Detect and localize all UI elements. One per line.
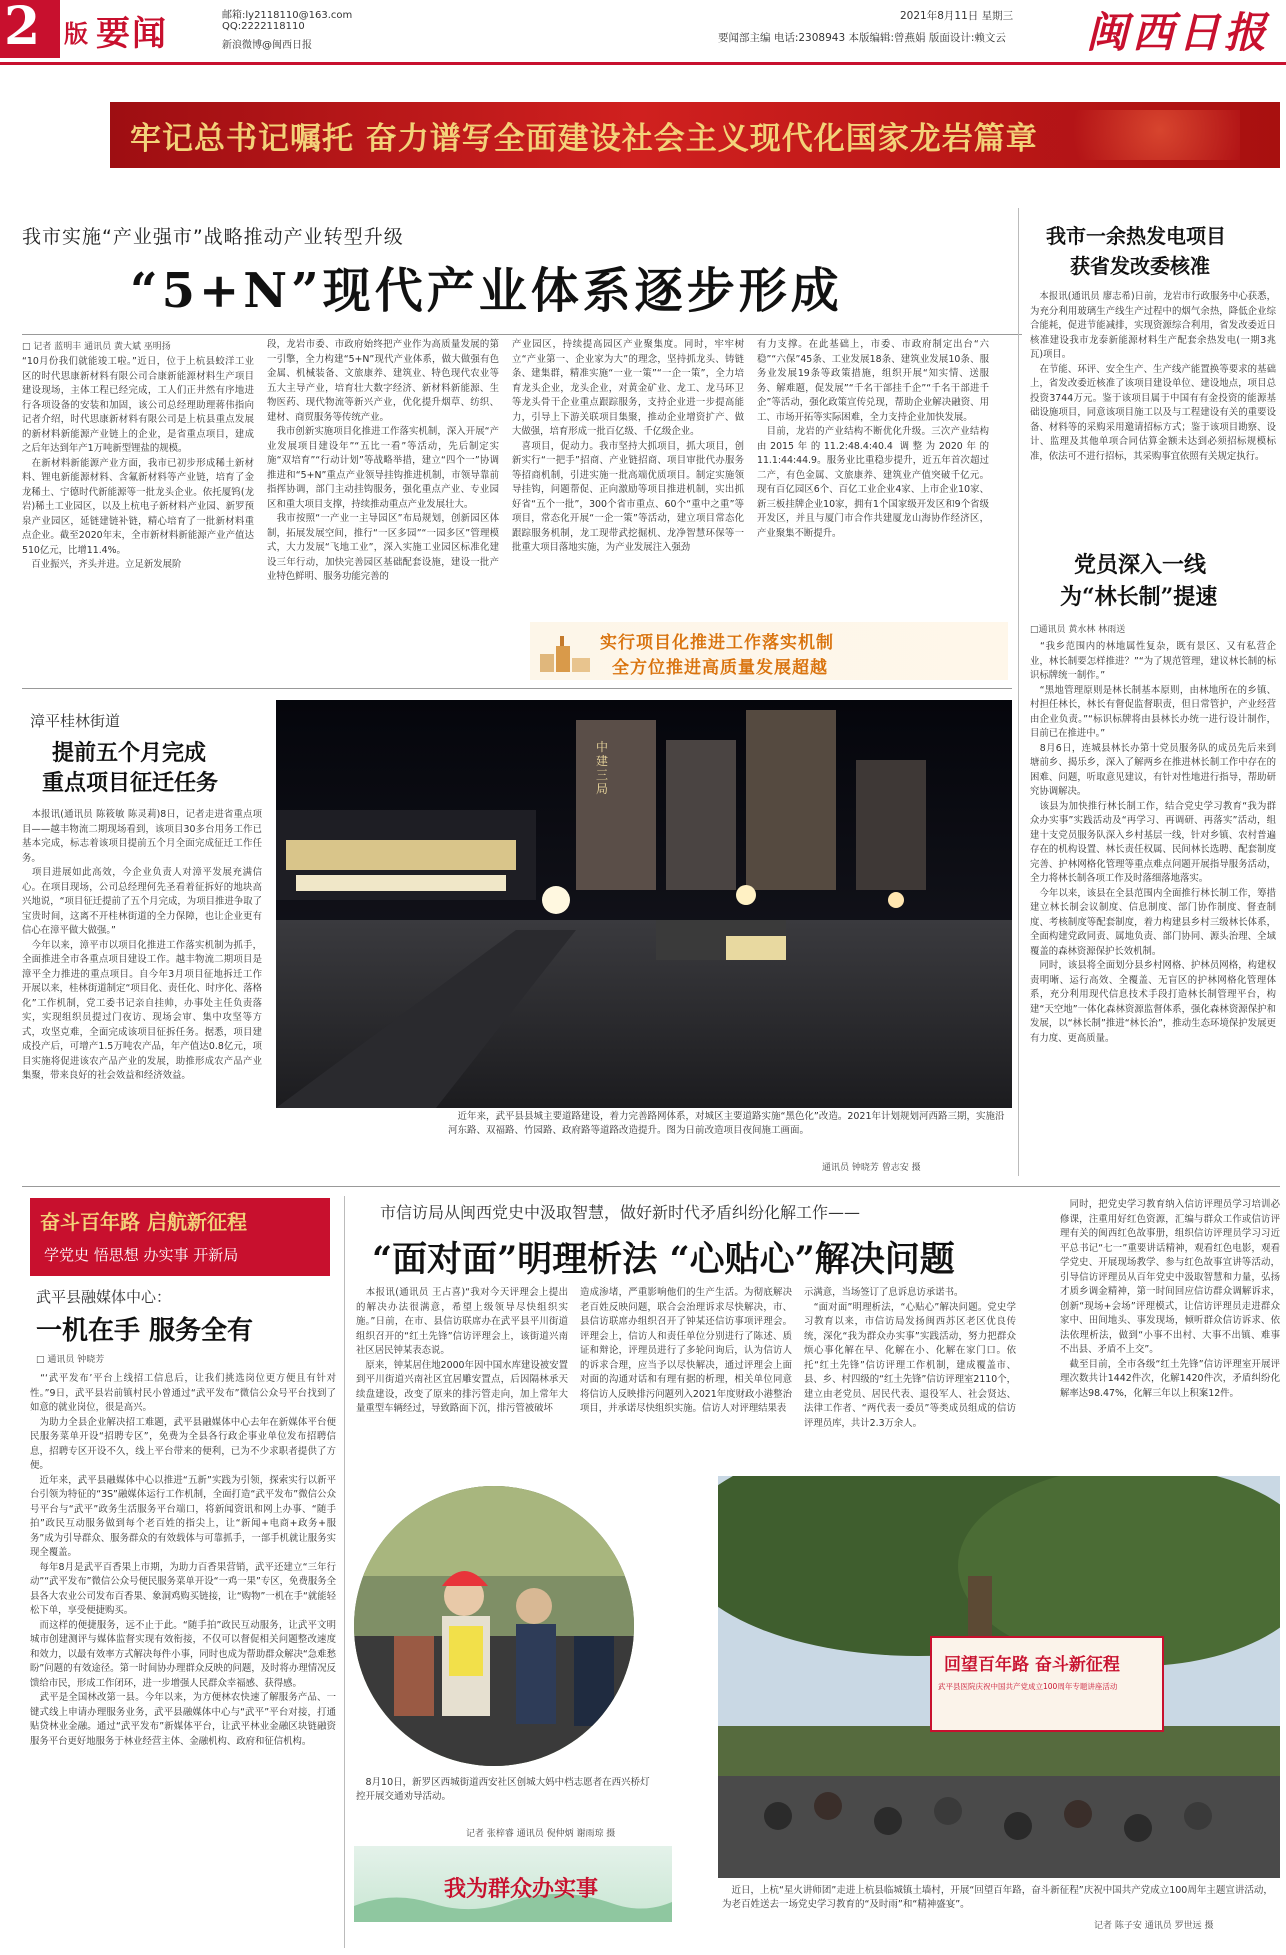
round-photo-credit: 记者 张梓睿 通讯员 倪仲炳 谢雨琼 摄 bbox=[466, 1829, 616, 1839]
wp-kicker: 武平县融媒体中心： bbox=[36, 1288, 172, 1306]
lead-tag-line-2: 全方位推进高质量发展超越 bbox=[612, 658, 828, 678]
right-top-headline-1: 我市一余热发电项目 bbox=[1046, 224, 1226, 248]
column-logo-slogan: 学党史 悟思想 办实事 开新局 bbox=[44, 1246, 239, 1264]
night-photo-caption: 近年来，武平县县城主要道路建设，着力完善路网体系，对城区主要道路实施“黑色化”改造。2021年计划规划河西路三期，实施沿河东路、双福路、竹园路、政府路等道路改造提升。图为日前改造项目夜间施工画面。 bbox=[448, 1111, 1005, 1136]
page-number: 2 bbox=[4, 0, 41, 57]
zp-body: 本报讯(通讯员 陈筱敏 陈灵莉)8日，记者走进省重点项目——越丰物流二期现场看到，该项目30多台用务工作已基本完成，标志着该项目提前五个月全面完成征迁工作任务。 项目进展如此高效，今企业负责人对漳平发展充满信心。在项目现场，公司总经理何先圣看着征拆好的地块高兴地说，“项目征迁提前了五个月完成，为项目推进争取了宝贵时间，这离不开桂林街道的全力保障，也让企业更有信心在漳平做大做强。” 今年以来，漳平市以项目化推进工作落实机制为抓手，全面推进全市各重点项目建设工作。越丰物流二期项目是漳平全力推进的重点项目。自今年3月项目征地拆迁工作开展以来，桂林街道制定“项目化、责任化、时序化、落格化”工作机制，党工委书记亲自挂帅，办事处主任负责落实，实现组织员提过门夜访、现场会审、集中攻坚等方式，攻坚克难，全面完成该项目征拆任务。据悉，项目建成投产后，可增产1.5万吨农产品，年产值达0.8亿元，项目实施将促进该农产品产业的发展，助推形成农产品产业集聚，带来良好的社会效益和经济效益。 bbox=[22, 809, 262, 1081]
column-logo-title: 奋斗百年路 启航新征程 bbox=[40, 1210, 247, 1234]
lead-tag-line-1: 实行项目化推进工作落实机制 bbox=[600, 633, 834, 653]
factory-illustration bbox=[536, 634, 596, 674]
contact-email: 邮箱:ly2118110@163.com bbox=[222, 10, 353, 21]
right-column-divider bbox=[1018, 208, 1019, 1176]
right-top-body: 本报讯(通讯员 廖志希)日前，龙岩市行政服务中心获悉，为充分利用玻璃生产线生产过程中的烟气余热，降低企业综合能耗，促进节能减排，实现资源综合利用，省发改委近日核准建设我市龙泰新能源材料生产配套余热发电(一期3兆瓦)项目。 在节能、环评、安全生产、生产线产能置换等要求的基础上，省发改委近核准了该项目建设单位、建设地点，项目总投资3744万元。鉴于该项目属于中国有有金投资的能源基础设施项目，同意该项目施工以及与工程建设有关的重要设备、材料等的采购采用邀请招标方式；鉴于该项目勘察、设计、监理及其他单项合同估算金额未达到必须招标规模标准，依法可不进行招标，其采购事宜依照有关规定执行。 bbox=[1030, 291, 1276, 462]
right-mid-headline-2: 为“林长制”提速 bbox=[1060, 584, 1218, 610]
xf-column-1: 本报讯(通讯员 王占喜)“我对今天评理会上提出的解决办法很满意，希望上级领导尽快组织实施。”日前，在市、县信访联席办在武平县平川街道组织召开的“红土先锋”信访评理会上，该街道兴南社区居民钟某表态说。 原来，钟某居住地2000年因中国水库建设被安置到平川街道兴南社区宜居雕安置点，后因隔林承天续盘建设，改变了原来的排污管走向，加上常年大量重型车辆经过，导致路面下沉，排污管被破坏 bbox=[356, 1287, 568, 1414]
lead-column-3: 产业园区，持续提高园区产业聚集度。同时，牢牢树立“产业第一、企业家为大”的理念，坚持抓龙头、铸链条、建集群，精准实施“一业一策”“一企一策”，全力培育龙头企业，龙头企业，对黄金矿业、龙工、龙马环卫等龙头骨干企业重点跟踪服务，支持企业进一步提高能力，引导上下游关联项目集聚，推动企业增资扩产、做大做强，培育形成一批百亿级、千亿级企业。 喜项目，促动力。我市坚持大抓项目，抓大项目，创新实行“一把手”招商、产业链招商、项目审批代办服务等招商机制，引进实施一批高端优质项目。制定实施领导挂钩，问题帮促、正向激励等项目推进机制，实出抓好省“五个一批”，300个省市重点、60个“重中之重”等项目，常态化开展“一企一策”等活动，建立项目常态化跟踪服务机制，龙工现带武挖掘机、龙净智慧环保等一批重大项目落地实施，为产业发展注入强劲 bbox=[512, 339, 744, 553]
contact-weibo: 新浪微博@闽西日报 bbox=[222, 40, 312, 51]
event-photo-credit: 记者 陈子安 通讯员 罗世远 摄 bbox=[1094, 1921, 1214, 1931]
banner-flag-deco bbox=[1040, 110, 1240, 160]
small-banner-text: 我为群众办实事 bbox=[444, 1877, 599, 1902]
right-mid-headline-1: 党员深入一线 bbox=[1074, 552, 1207, 578]
night-photo-sign: 中建三局 bbox=[596, 740, 609, 796]
page-unit: 版 bbox=[64, 20, 88, 48]
right-mid-byline: □通讯员 黄水林 林雨送 bbox=[1030, 625, 1126, 635]
lead-column-1: “10月份我们就能竣工啦。”近日，位于上杭县蛟洋工业区的时代思康新材料有限公司合康新能源材料生产项目建设现场，主体工程已经完成，工人们正井然有序地进行各项设备的安装和加固，该公司总经理助理蒋伟指向记者介绍，时代思康新材料有限公司是上杭县重点发展的新材料新能源产业链上的企业，是省重点项目，建成之后年达到年产1万吨新型锂盐的规模。 在新材料新能源产业方面，我市已初步形成稀土新材料、锂电新能源材料、含氟新材料等产业链，培育了金龙稀土、宁德时代新能源等一批龙头企业。依托厦钨(龙岩)稀土工业园区，以及上杭电子新材料产业园、新罗预泉产业园区，延链建链补链，精心培育了一批新材料重点企业。截至2020年末，全市新材料新能源产业产值达510亿元，比增11.4%。 百业振兴，齐头并进。立足新发展阶 bbox=[22, 356, 254, 570]
zp-headline-2: 重点项目征迁任务 bbox=[42, 770, 219, 796]
lead-kicker: 我市实施“产业强市”战略推动产业转型升级 bbox=[22, 226, 404, 248]
volunteer-round-photo bbox=[354, 1486, 634, 1766]
night-road-photo bbox=[276, 700, 1012, 1108]
lead-column-4: 有力支撑。在此基础上，市委、市政府制定出台“六稳”“六保”45条、工业发展18条、建筑业发展10条、服务业发展19条等政策措施，组织开展“知实情、送服务、解难题，促发展”“千名干部挂千企”“千名干部进千企”等活动，强化政策宣传兑现，帮助企业解决融资、用工、市场开拓等实际困难，全力支持企业加快发展。 目前，龙岩的产业结构不断优化升级。三次产业结构由2015年的11.2:48.4:40.4 调整为2020年的11.1:44:44.9。服务业比重稳步提升，近五年首次超过二产，有色金属、文旅康养、建筑业产值突破千亿元。现有百亿园区6个、百亿工业企业4家、上市企业10家、新三板挂牌企业10家，拥有1个国家级开发区和9个省级开发区，并且与厦门市合作共建厦龙山海协作经济区，产业聚集不断提升。 bbox=[757, 339, 989, 539]
wp-body: “‘武平发布’平台上线招工信息后，让我们挑选岗位更方便且有针对性。”9日，武平县岩前镇村民小曾通过“武平发布”微信公众号平台找到了如意的就业岗位，很是高兴。 为助力全县企业解决招工难题，武平县融媒体中心去年在新媒体平台便民服务菜单开设“招聘专区”，免费为全县各行政企事业单位发布招聘信息，招聘专区开设不久，线上平台带来的便利，已为不少求职者提供了方便。 近年来，武平县融媒体中心以推进“五新”实践为引领，探索实行以新平台引领为特征的“3S”融媒体运行工作机制，全面打造“武平发布”微信公众号平台与“武平”政务生活服务平台端口，将新闻资讯和网上办事、“随手拍”政民互动服务做到每个老百姓的指尖上，让“新闻+电商+政务+服务”成为引导群众、服务群众的有效载体与可靠抓手，一部手机就让服务实现全覆盖。 每年8月是武平百香果上市期，为助力百香果营销，武平还建立“三年行动”“武平发布”微信公众号便民服务菜单开设“一鸡一果”专区，免费服务全县各大农业公司发布百香果、象洞鸡购买链接，让“购物”一机在手“就能轻松下单，享受便捷购买。 而这样的便捷服务，远不止于此。“随手拍”政民互动服务，让武平文明城市创建测评与媒体监督实现有效衔接，不仅可以督促相关问题整改速度和效力，以最有效率方式解决每件小事，同时也成为帮助群众解决“急难愁盼”问题的有效途径。第一时间协办理群众反映的问题，及时将办理情况反馈给市民，形成工作闭环，进一步增强人民群众幸福感、获得感。 武平是全国林改第一县。今年以来，为方便林农快速了解服务产品、一键式线上申请办理服务业务，武平县融媒体中心与“武平”平台对接，打通贴贷林业金融。通过“武平发布”新媒体平台，让武平林业金融区块链融资服务平台更好地服务于林业经营主体、金融机构、政府和征信机构。 bbox=[30, 1373, 336, 1747]
lead-column-2: 段，龙岩市委、市政府始终把产业作为高质量发展的第一引擎，全力构建“5+N”现代产业体系，做大做强有色金属、机械装备、文旅康养、建筑业、特色现代农业等五大主导产业，培育壮大数字经济、新材料新能源、生物医药、现代物流等新兴产业，优化提升烟草、纺织、建材、商贸服务等传统产业。 我市创新实施项目化推进工作落实机制，深入开展“产业发展项目建设年”“五比一看”等活动，先后制定实施“双培育”“行动计划”等战略举措，建立“四个一”协调推进和“5+N”重点产业领导挂钩推进机制，市领导靠前指挥协调，部门主动挂钩服务，强化重点产业、专业园区和重大项目支撑，持续推动重点产业发展壮大。 我市按照“一产业一主导园区”布局规划，创新园区体制，拓展发展空间，推行“一区多园”“一园多区”管理模式，大力发展“飞地工业”，深入实施工业园区标准化建设三年行动，加快完善园区基础配套设施，建设一批产业特色鲜明、服务功能完善的 bbox=[267, 339, 499, 582]
lower-rule bbox=[22, 1186, 1280, 1187]
right-mid-body: “我乡范围内的林地属性复杂，既有景区、又有私营企业，林长制要怎样推进？”“为了规范管理，建议林长制的标识标牌统一制作。” “黑地管理原则是林长制基本原则，由林地所在的乡镇、村担任林长，林长有督促监督职责，但日常管护，产业经营由企业负责。”“标识标牌将由县林长办统一进行设计制作，目前已在推进中。” 8月6日，连城县林长办第十党员服务队的成员先后来到塘前乡、揭乐乡，深入了解两乡在推进林长制工作中存在的困难、问题，听取意见建议，有针对性地进行指导，帮助研究协调解决。 该县为加快推行林长制工作，结合党史学习教育“我为群众办实事”实践活动及“再学习、再调研、再落实”活动，组建十支党员服务队深入乡村基层一线，针对乡镇、农村普遍存在的机构设置、林长责任权属、民间林长选聘、配套制度完善、护林网格化管理等重点难点问题开展指导服务活动，全力将林长制各项工作及时落细落地落实。 今年以来，该县在全县范围内全面推行林长制工作，筹措建立林长制会议制度、信息制度、部门协作制度、督查制度、考核制度等配套制度，着力构建县乡村三级林长体系，全面构建党政同责、属地负责、部门协同、源头治理、全域覆盖的森林资源保护长效机制。 同时，该县将全面划分县乡村网格、护林员网格，构建权责明晰、运行高效、全覆盖、无盲区的护林网格化管理体系，充分利用现代信息技术手段打造林长制管理平台，构建“天空地”一体化森林资源监督体系，强化森林资源保护和发展，以“林长制”推进“林长治”，推动生态环境保护发展更有力度、更高质量。 bbox=[1030, 641, 1276, 1044]
zp-kicker: 漳平桂林街道 bbox=[30, 712, 121, 730]
event-backdrop-subtitle: 武平县医院庆祝中国共产党成立100周年专题讲座活动 bbox=[938, 1682, 1118, 1691]
xf-headline: “面对面”明理析法 “心贴心”解决问题 bbox=[372, 1239, 955, 1280]
xf-column-4: 同时，把党史学习教育纳入信访评理员学习培训必修课，注重用好红色资源，汇编与群众工作或信访评理有关的闽西红色故事册，组织信访评理员学习习近平总书记“七一”重要讲话精神，观看红色电影，观看学党史、开展现场教学、参与红色故事宣讲等活动，引导信访评理员从百年党史中汲取智慧和力量，弘扬才质乡调金精神，第一时间回应信访群众调解诉求，创新“现场+会场”评理模式，让信访评理员走进群众家中、田间地头、事发现场，倾听群众信访诉求、依法依理析法，做到“小事不出村、大事不出镇、难事不出县、矛盾不上交”。 截至目前，全市各级“红土先锋”信访评理室开展评理次数共计1442件次，化解1420件次，矛盾纠纷化解率达98.47%，化解三年以上积案12件。 bbox=[1060, 1199, 1280, 1399]
mid-rule bbox=[22, 688, 1012, 689]
staff-line: 要闻部主编 电话:2308943 本版编辑:曾燕娟 版面设计:赖文云 bbox=[718, 32, 1006, 44]
xf-column-2: 造成渗堵，严重影响他们的生产生活。为彻底解决老百姓反映问题，联合会治理诉求尽快解决，市、县信访联席办组织召开了钟某还信访事项评理会。评理会上，信访人和责任单位分别进行了陈述、质证和辩论，评理员进行了多轮问询后，认为信访人的诉求合理，应当予以尽快解决，通过评理会上面对面的沟通对话和有理有据的析理，相关单位同意将信访人反映排污问题列入2021年度财政小港整治项目，并承诺尽快组织实施。信访人对评理结果表 bbox=[580, 1287, 792, 1414]
night-photo-credit: 通讯员 钟晓芳 曾志安 摄 bbox=[822, 1163, 921, 1173]
section-title: 要闻 bbox=[96, 14, 168, 54]
banner-headline: 牢记总书记嘱托 奋力谱写全面建设社会主义现代化国家龙岩篇章 bbox=[130, 121, 1038, 157]
wp-divider bbox=[344, 1196, 345, 1948]
contact-qq: QQ:2222118110 bbox=[222, 21, 305, 32]
event-photo-caption: 近日，上杭“星火讲师团”走进上杭县临城镇土墙村，开展“回望百年路，奋斗新征程”庆祝中国共产党成立100周年主题宣讲活动，为老百姓送去一场党史学习教育的“及时雨”和“精神盛宴”。 bbox=[722, 1885, 1273, 1910]
wp-byline: □ 通讯员 钟晓芳 bbox=[36, 1355, 105, 1365]
lead-byline: □ 记者 蓝明丰 通讯员 黄大斌 巫明扬 bbox=[22, 342, 171, 352]
wp-headline: 一机在手 服务全有 bbox=[36, 1316, 254, 1346]
right-top-headline-2: 获省发改委核准 bbox=[1070, 254, 1210, 278]
lead-rule bbox=[22, 334, 1022, 335]
xf-column-3: 示满意，当场签订了息诉息访承诺书。 “面对面”明理析法，“心贴心”解决问题。党史学习教育以来，市信访局发扬闽西苏区老区优良传统，深化“我为群众办实事”实践活动，努力把群众烦心事化解在早、化解在小、化解在家门口。依托“红土先锋”信访评理工作机制，建成覆盖市、县、乡、村四级的“红土先锋”信访评理室2110个，建立由老党员、居民代表、退役军人、社会贤达、法律工作者、“两代表一委员”等类成员组成的信访评理员库，共计2.3万余人。 bbox=[804, 1287, 1016, 1429]
date-line: 2021年8月11日 星期三 bbox=[900, 10, 1014, 22]
newspaper-logo: 闽西日报 bbox=[1086, 8, 1271, 57]
zp-headline-1: 提前五个月完成 bbox=[52, 740, 207, 766]
round-photo-caption: 8月10日，新罗区西城街道西安社区创城大妈中档志愿者在西兴桥灯控开展交通劝导活动。 bbox=[356, 1777, 650, 1802]
xf-kicker: 市信访局从闽西党史中汲取智慧，做好新时代矛盾纠纷化解工作—— bbox=[380, 1203, 861, 1222]
event-backdrop-title: 回望百年路 奋斗新征程 bbox=[944, 1655, 1120, 1675]
lead-headline: “5+N”现代产业体系逐步形成 bbox=[130, 263, 843, 319]
masthead-rule bbox=[0, 62, 1286, 65]
